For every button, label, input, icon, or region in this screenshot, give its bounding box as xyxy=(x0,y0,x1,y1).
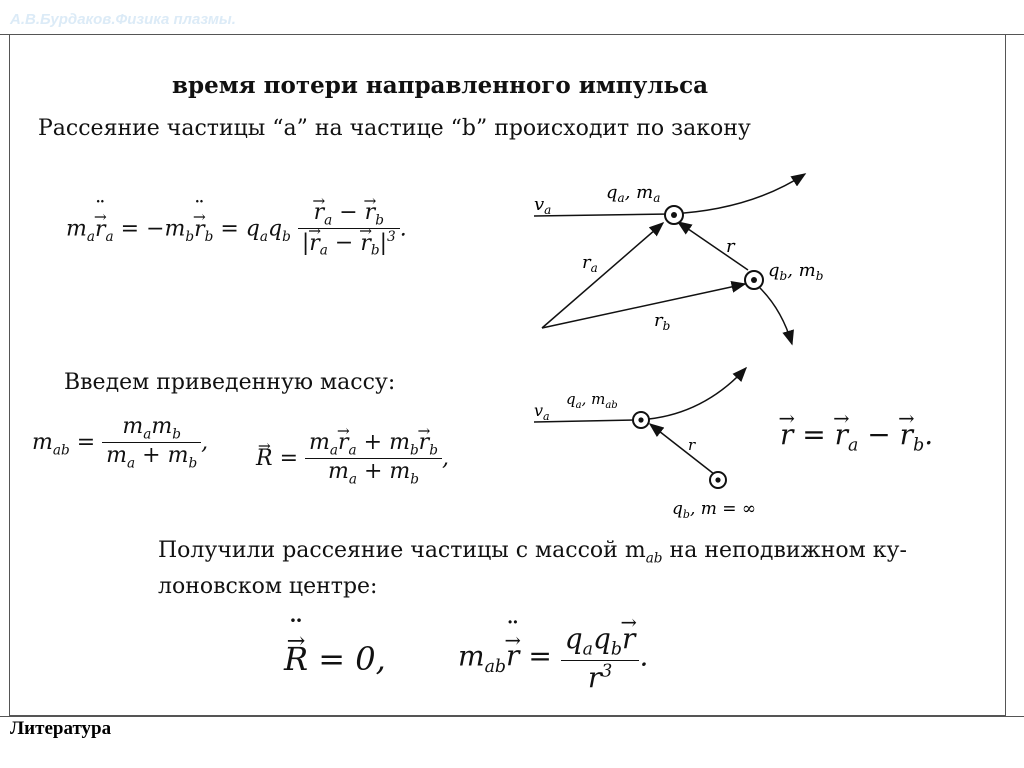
r-label: r xyxy=(726,236,735,257)
qa-mab-label: $q_a$, $m_{ab}$ xyxy=(566,390,618,411)
rb-label: $r_b$ xyxy=(654,310,671,333)
conclusion-line-1: Получили рассеяние частицы с массой $m_{ab}$ на неподвижном ку- xyxy=(158,538,907,567)
r-label-2: r xyxy=(688,436,696,454)
center-of-mass-formula: → R = $\frac{m_a\to r_a + m_b\to r_b}{m_a + m_b}$ , xyxy=(256,430,449,488)
reduced-mass-label: Введем приведенную массу: xyxy=(64,370,396,395)
va-label: $v_a$ xyxy=(534,194,552,217)
bottom-divider xyxy=(0,716,1024,717)
scattering-diagram-two-body xyxy=(520,160,840,360)
scattering-diagram-fixed-center xyxy=(520,360,790,520)
qb-infinite-mass-label: $q_b$, m = ∞ xyxy=(672,499,757,520)
final-equation-R: → R ¨ = 0, xyxy=(284,640,386,678)
final-equation-r: $m_{ab}\to r$ ¨ = $\frac{q_aq_b\to r}{r^3}$ . xyxy=(458,622,648,694)
watermark-title: А.В.Бурдаков.Физика плазмы. xyxy=(10,11,236,28)
slide-title: время потери направленного импульса xyxy=(172,72,709,99)
reduced-mass-formula: $m_{ab}$ = $\frac{m_am_b}{m_a + m_b}$ , xyxy=(32,414,209,472)
equation-of-motion: $m_a\to r$ $¨_a = -m_b\to r$ $¨_b = q_aq_b$ → $\frac{r_a - \to r_b}{|\to r_a - \to r_b|^3}$ . xyxy=(66,200,407,259)
intro-text: Рассеяние частицы “a” на частице “b” происходит по закону xyxy=(38,116,751,141)
literature-label[interactable]: Литература xyxy=(10,718,112,739)
qa-ma-label: $q_a$, $m_a$ xyxy=(606,182,661,205)
ra-label: $r_a$ xyxy=(582,252,598,275)
qb-mb-label: $q_b$, $m_b$ xyxy=(768,260,824,283)
relative-vector-formula: → r = → $r_a$ − → $r_b$. xyxy=(780,418,933,456)
va-label-2: $v_a$ xyxy=(534,401,550,423)
conclusion-line-2: лоновском центре: xyxy=(158,574,378,599)
